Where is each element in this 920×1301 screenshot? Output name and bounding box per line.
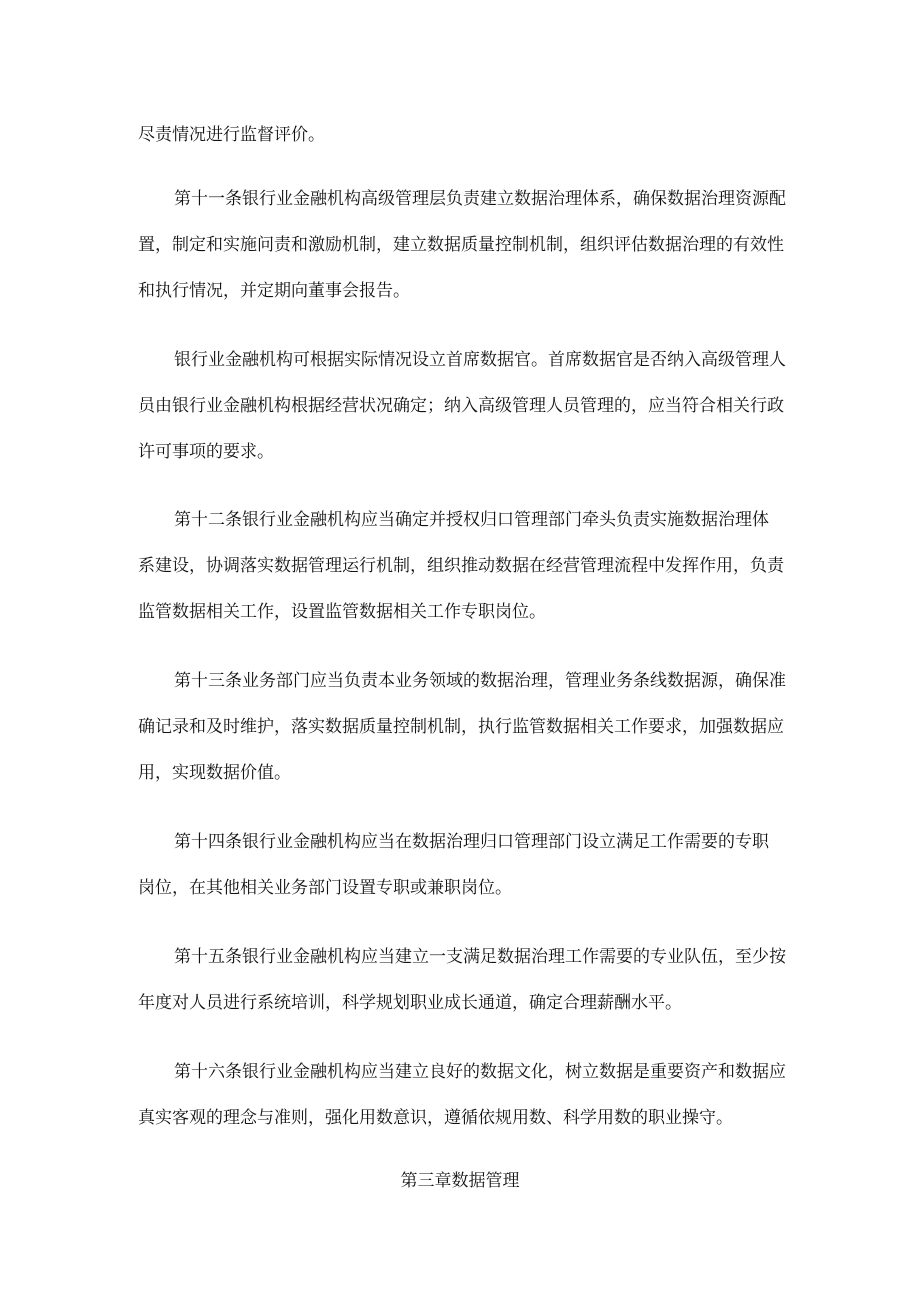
paragraph-line: 系建设，协调落实数据管理运行机制，组织推动数据在经营管理流程中发挥作用，负责: [138, 556, 784, 576]
paragraph-chief-data-officer: [138, 337, 786, 475]
paragraph-article-16: [138, 1049, 786, 1141]
paragraph-line: 第十二条银行业金融机构应当确定并授权归口管理部门牵头负责实施数据治理体: [174, 510, 769, 530]
paragraph-line: 第十三条业务部门应当负责本业务领域的数据治理，管理业务条线数据源，确保准: [174, 671, 786, 691]
paragraph-line: 监管数据相关工作，设置监管数据相关工作专职岗位。: [138, 602, 546, 622]
paragraph-line: 真实客观的理念与准则，强化用数意识，遵循依规用数、科学用数的职业操守。: [138, 1108, 733, 1128]
paragraph-line: 岗位，在其他相关业务部门设置专职或兼职岗位。: [138, 878, 512, 898]
chapter-heading: 第三章数据管理: [400, 1171, 520, 1191]
paragraph-line: 银行业金融机构可根据实际情况设立首席数据官。首席数据官是否纳入高级管理人: [174, 350, 786, 370]
paragraph-line: 员由银行业金融机构根据经营状况确定；纳入高级管理人员管理的，应当符合相关行政: [138, 396, 784, 416]
paragraph-line: 第十四条银行业金融机构应当在数据治理归口管理部门设立满足工作需要的专职: [174, 832, 769, 852]
paragraph-article-11: [138, 176, 786, 314]
paragraph-line: 年度对人员进行系统培训，科学规划职业成长通道，确定合理薪酬水平。: [138, 993, 682, 1013]
paragraph-line: 用，实现数据价值。: [138, 763, 291, 783]
paragraph-line: 第十一条银行业金融机构高级管理层负责建立数据治理体系，确保数据治理资源配: [174, 189, 786, 209]
paragraph-line: 确记录和及时维护，落实数据质量控制机制，执行监管数据相关工作要求，加强数据应: [138, 717, 784, 737]
paragraph-line: 许可事项的要求。: [138, 442, 274, 462]
paragraph-line: 第十五条银行业金融机构应当建立一支满足数据治理工作需要的专业队伍，至少按: [174, 947, 786, 967]
paragraph-line: 和执行情况，并定期向董事会报告。: [138, 281, 410, 301]
paragraph-line: 尽责情况进行监督评价。: [138, 125, 325, 145]
paragraph-article-14: [138, 819, 786, 911]
paragraph-line: 第十六条银行业金融机构应当建立良好的数据文化，树立数据是重要资产和数据应: [174, 1062, 786, 1082]
paragraph-article-13: [138, 658, 786, 796]
paragraph-article-12: [138, 497, 786, 635]
paragraph-continuation: [138, 112, 786, 158]
paragraph-article-15: [138, 934, 786, 1026]
paragraph-line: 置，制定和实施问责和激励机制，建立数据质量控制机制，组织评估数据治理的有效性: [138, 235, 784, 255]
